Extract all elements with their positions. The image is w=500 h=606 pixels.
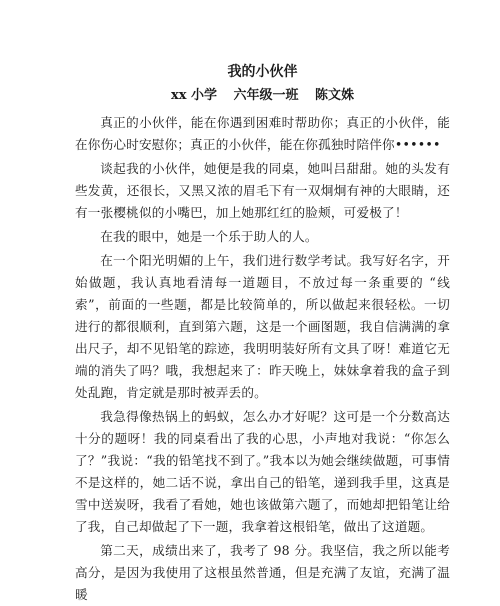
- paragraph: 在一个阳光明媚的上午，我们进行数学考试。我写好名字，开始做题，我认真地看清每一道题目，不放过每一条重要的 “线索”，前面的一些题，都是比较简单的，所以做起来很轻松。一切进行的都很顺利，直到第六题，这是一个画图题，我自信满满的拿出尺子，却不见铅笔的踪迹，我明明装好所有文具了呀！难道它无端的消失了吗？哦，我想起来了：昨天晚上，妹妹拿着我的盒子到处乱跑，肯定就是那时被弄丢的。: [75, 253, 450, 400]
- paragraph: 真正的小伙伴，能在你遇到困难时帮助你；真正的小伙伴，能在你伤心时安慰你；真正的小伙伴，能在你孤独时陪伴你••••••: [75, 115, 450, 152]
- paragraph: 我急得像热锅上的蚂蚁，怎么办才好呢？这可是一个分数高达十分的题呀！我的同桌看出了我的心思，小声地对我说：“你怎么了？”我说：“我的铅笔找不到了。”我本以为她会继续做题，可事情不是这样的，她二话不说，拿出自己的铅笔，递到我手里，这真是雪中送炭呀，我看了看她，她也该做第六题了，而她却把铅笔让给了我，自己却做起了下一题，我拿着这根铅笔，做出了这道题。: [75, 409, 450, 534]
- grade-class: 六年级一班: [233, 88, 299, 103]
- paragraph: 谈起我的小伙伴，她便是我的同桌，她叫吕甜甜。她的头发有些发黄，还很长，又黑又浓的眉毛下有一双炯炯有神的大眼睛，还有一张樱桃似的小嘴巴，加上她那红红的脸颊，可爱极了！: [75, 161, 450, 220]
- paragraph: 第二天，成绩出来了，我考了 98 分。我坚信，我之所以能考高分，是因为我使用了这根虽然普通，但是充满了友谊，充满了温暖: [75, 543, 450, 602]
- byline: [75, 86, 450, 106]
- paragraph: 在我的眼中，她是一个乐于助人的人。: [100, 229, 318, 244]
- author-name: 陈文姝: [315, 88, 355, 103]
- essay-title: 我的小伙伴: [227, 64, 298, 80]
- school-name: xx 小学: [170, 88, 217, 103]
